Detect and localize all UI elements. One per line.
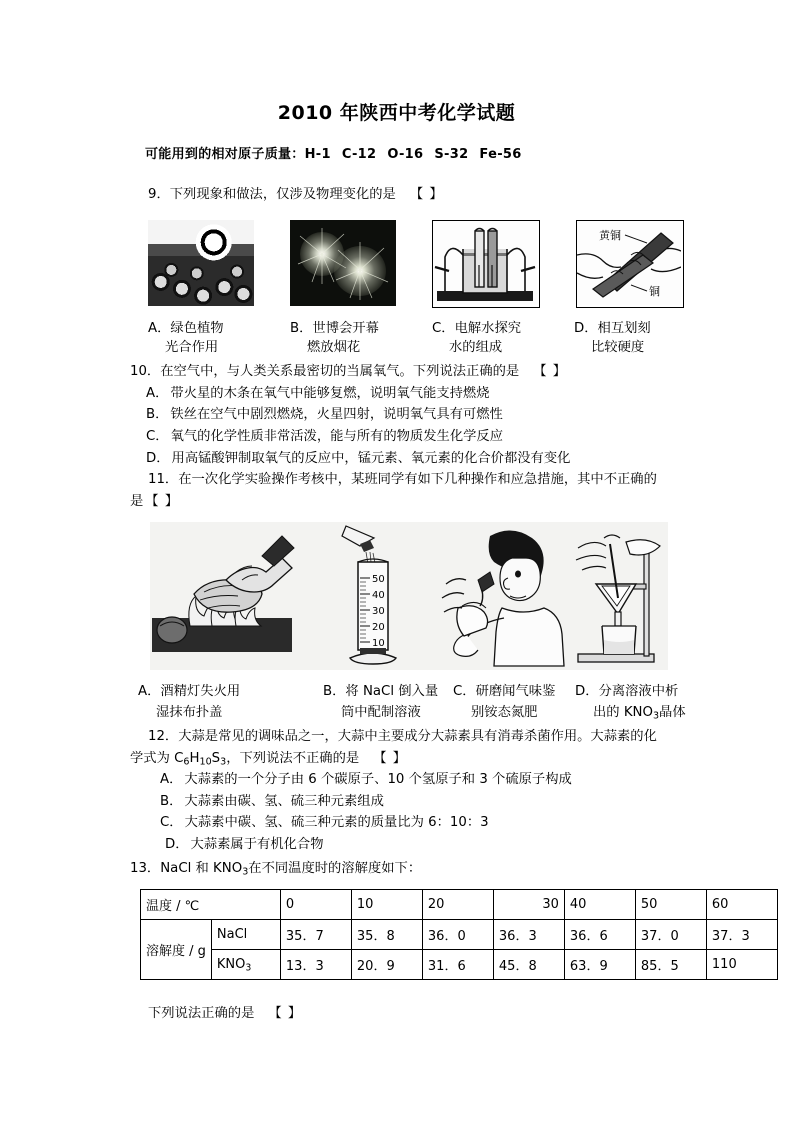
option-letter: B． (290, 320, 313, 336)
question-11-options (0, 682, 793, 724)
smelling-by-wafting-drawing (430, 522, 570, 670)
temp-cell-10: 10 (351, 890, 422, 920)
question-12-stem-line1 (148, 726, 793, 748)
atomic-mass-item: Fe-56 (479, 147, 522, 162)
question-11-figure-row (150, 522, 668, 670)
question-13-stem (130, 858, 793, 880)
option-text: 大蒜素中碳、氢、硫三种元素的质量比为 6：10：3 (184, 815, 489, 831)
question-11-text-cont: 是 (130, 493, 144, 509)
question-13-answer-bracket: 【 】 (268, 1006, 303, 1022)
sunflower-field-photo (148, 220, 254, 306)
substance-name-nacl: NaCl (211, 920, 280, 950)
question-12-text: 大蒜是常见的调味品之一，大蒜中主要成分大蒜素具有消毒杀菌作用。大蒜素的化 (178, 728, 657, 744)
cylinder-mark-30: 30 (372, 606, 385, 618)
question-9-option-c (432, 319, 538, 359)
option-letter: B． (146, 407, 169, 423)
option-letter: D． (146, 450, 170, 466)
solubility-table-wrapper (140, 889, 793, 980)
kno3-value-20: 31．6 (422, 950, 493, 980)
option-letter: C． (160, 815, 183, 831)
subscript-hydrogen: 10 (199, 755, 212, 767)
subscript-carbon: 6 (183, 755, 190, 767)
table-row-temperature-header (141, 890, 778, 920)
option-text-line1: 酒精灯失火用 (160, 684, 241, 700)
solubility-header-cell: 溶解度 / g (141, 920, 212, 980)
kno3-value-10: 20．9 (351, 950, 422, 980)
option-text-line2: 水的组成 (449, 340, 503, 356)
option-text-line2: 别铵态氮肥 (471, 704, 538, 720)
option-text: 大蒜素由碳、氢、硫三种元素组成 (184, 793, 384, 809)
question-11-stem-line2 (130, 491, 793, 513)
question-11-option-d (575, 682, 695, 724)
question-12-stem-line2: 学式为 $C_6H_{10}S_3$，下列说法不正确的是 【 】 (130, 750, 408, 767)
subscript: 3 (242, 865, 249, 877)
option-letter: C． (432, 320, 455, 336)
question-10-option-b (146, 404, 793, 426)
option-letter: C． (453, 684, 476, 700)
atomic-mass-item: O-16 (387, 147, 424, 162)
subscript: 3 (245, 962, 252, 974)
atomic-mass-item: S-32 (434, 147, 469, 162)
question-13-number: 13． (130, 860, 161, 876)
question-12-option-c (160, 812, 793, 834)
question-11-option-b (323, 682, 453, 724)
kno3-value-60: 110 (706, 950, 777, 980)
option-text-line2: 筒中配制溶液 (341, 704, 421, 720)
question-11 (0, 469, 793, 724)
question-13-closing (148, 1002, 793, 1021)
question-12-text-cont: ，下列说法不正确的是 (226, 750, 360, 766)
copper-label: 铜 (649, 284, 660, 298)
atomic-mass-label: 可能用到的相对原子质量： (145, 147, 305, 162)
question-9-option-d (574, 319, 680, 359)
option-text-line2: 湿抹布扑盖 (156, 704, 223, 720)
nacl-value-20: 36．0 (422, 920, 493, 950)
question-9-option-b (290, 319, 396, 359)
question-11-text: 在一次化学实验操作考核中，某班同学有如下几种操作和应急措施，其中不正确的 (178, 472, 657, 488)
question-12 (0, 726, 793, 856)
fireworks-photo (290, 220, 396, 306)
question-13-text: NaCl 和 KNO (160, 860, 243, 876)
nacl-value-10: 35．8 (351, 920, 422, 950)
question-9-option-a (148, 319, 254, 359)
option-letter: C． (146, 429, 169, 444)
question-9-number: 9． (148, 187, 170, 202)
question-10-option-a (146, 383, 793, 405)
question-12-option-b (160, 791, 793, 813)
question-12-option-a (160, 769, 793, 791)
atomic-mass-note (145, 143, 793, 162)
question-10-option-c (146, 426, 793, 448)
kno3-value-0: 13．3 (280, 950, 351, 980)
question-13 (0, 858, 793, 1022)
nacl-value-30: 36．3 (493, 920, 564, 950)
temp-cell-50: 50 (635, 890, 706, 920)
atomic-mass-item: C-12 (341, 147, 377, 162)
option-text-line1: 绿色植物 (170, 320, 224, 336)
alcohol-lamp-fire-wet-cloth-drawing (150, 522, 300, 670)
electrolysis-of-water-diagram (432, 220, 540, 308)
closing-text: 下列说法正确的是 (148, 1006, 255, 1022)
option-text-line1: 研磨闻气味鉴 (475, 684, 556, 700)
option-letter: D． (165, 837, 189, 852)
question-11-option-c (453, 682, 575, 724)
question-10-text: 在空气中，与人类关系最密切的当属氧气。下列说法正确的是 (160, 364, 520, 380)
kno3-value-50: 85．5 (635, 950, 706, 980)
question-9 (0, 184, 793, 358)
temp-cell-30: 30 (493, 890, 564, 920)
cylinder-mark-40: 40 (372, 590, 385, 602)
question-9-options (0, 319, 793, 359)
atomic-mass-values (305, 147, 533, 162)
question-12-number: 12． (148, 728, 179, 744)
question-11-stem-line1 (148, 469, 793, 491)
nacl-value-40: 36．6 (564, 920, 635, 950)
kno3-value-30: 45．8 (493, 950, 564, 980)
question-9-stem (148, 184, 793, 206)
option-letter: D． (574, 320, 598, 336)
option-text: 用高锰酸钾制取氧气的反应中，锰元素、氧元素的化合价都没有变化 (171, 450, 571, 466)
cylinder-mark-50: 50 (372, 574, 385, 586)
option-text: 大蒜素的一个分子由 6 个碳原子、10 个氢原子和 3 个硫原子构成 (184, 772, 572, 788)
subscript: 3 (652, 710, 660, 722)
option-text-line1: 分离溶液中析 (598, 684, 679, 700)
option-text-line1: 世博会开幕 (312, 320, 379, 336)
option-letter: D． (575, 684, 599, 700)
option-letter: A． (160, 772, 183, 788)
nacl-value-50: 37．0 (635, 920, 706, 950)
nacl-value-60: 37．3 (706, 920, 777, 950)
question-9-text: 下列现象和做法，仅涉及物理变化的是 (169, 187, 396, 202)
option-letter: A． (146, 385, 169, 401)
formula-prefix: 学式为 C (130, 750, 184, 766)
question-11-option-a (138, 682, 323, 724)
filtration-apparatus-drawing (570, 522, 668, 670)
question-10-stem (130, 361, 793, 383)
atomic-mass-item: H-1 (304, 147, 331, 162)
option-text-line2: 出的 $KNO_3$晶体 (593, 704, 686, 722)
temperature-header-cell: 温度 / ℃ (141, 890, 281, 920)
question-11-answer-bracket: 【 】 (145, 493, 180, 509)
table-row-kno3 (141, 950, 778, 980)
question-12-option-d (165, 834, 793, 856)
option-text-line1: 电解水探究 (454, 320, 522, 336)
question-9-answer-bracket: 【 】 (409, 187, 444, 202)
nacl-value-0: 35．7 (280, 920, 351, 950)
option-text: 铁丝在空气中剧烈燃烧，火星四射，说明氧气具有可燃性 (170, 407, 503, 423)
option-text-line2: 光合作用 (165, 340, 219, 356)
option-text-line2: 比较硬度 (591, 340, 645, 356)
table-row-nacl (141, 920, 778, 950)
cylinder-mark-10: 10 (372, 638, 385, 650)
substance-name-kno3: $KNO_3$ (211, 950, 280, 980)
metal-scratch-hardness-diagram (576, 220, 684, 308)
option-letter: B． (160, 793, 183, 809)
question-10-option-d (146, 448, 793, 470)
question-9-figure-row (0, 220, 793, 308)
question-11-number: 11． (148, 472, 179, 488)
subscript-sulfur: 3 (220, 755, 227, 767)
question-10-number: 10． (130, 364, 161, 380)
temp-cell-0: 0 (280, 890, 351, 920)
temp-cell-60: 60 (706, 890, 777, 920)
option-text: 氧气的化学性质非常活泼，能与所有的物质发生化学反应 (170, 429, 504, 444)
question-10 (0, 361, 793, 469)
option-text-line1: 将 NaCl 倒入量 (345, 684, 439, 700)
question-10-answer-bracket: 【 】 (533, 364, 568, 380)
question-13-text-cont: 在不同温度时的溶解度如下： (248, 860, 422, 876)
option-text: 大蒜素属于有机化合物 (190, 837, 324, 852)
option-text: 带火星的木条在氧气中能够复燃，说明氧气能支持燃烧 (170, 385, 490, 401)
kno3-value-40: 63．9 (564, 950, 635, 980)
question-12-answer-bracket: 【 】 (373, 750, 408, 766)
cylinder-mark-20: 20 (372, 622, 385, 634)
brass-label: 黄铜 (599, 228, 621, 242)
option-letter: A． (138, 684, 161, 700)
graduated-cylinder-drawing (330, 522, 420, 670)
option-text-line1: 相互划刻 (597, 320, 651, 336)
temp-cell-40: 40 (564, 890, 635, 920)
option-letter: B． (323, 684, 346, 700)
option-letter: A． (148, 320, 171, 336)
option-text-line2: 燃放烟花 (307, 340, 361, 356)
solubility-table (140, 889, 778, 980)
page-title: 2010 年陕西中考化学试题 (277, 102, 516, 124)
temp-cell-20: 20 (422, 890, 493, 920)
